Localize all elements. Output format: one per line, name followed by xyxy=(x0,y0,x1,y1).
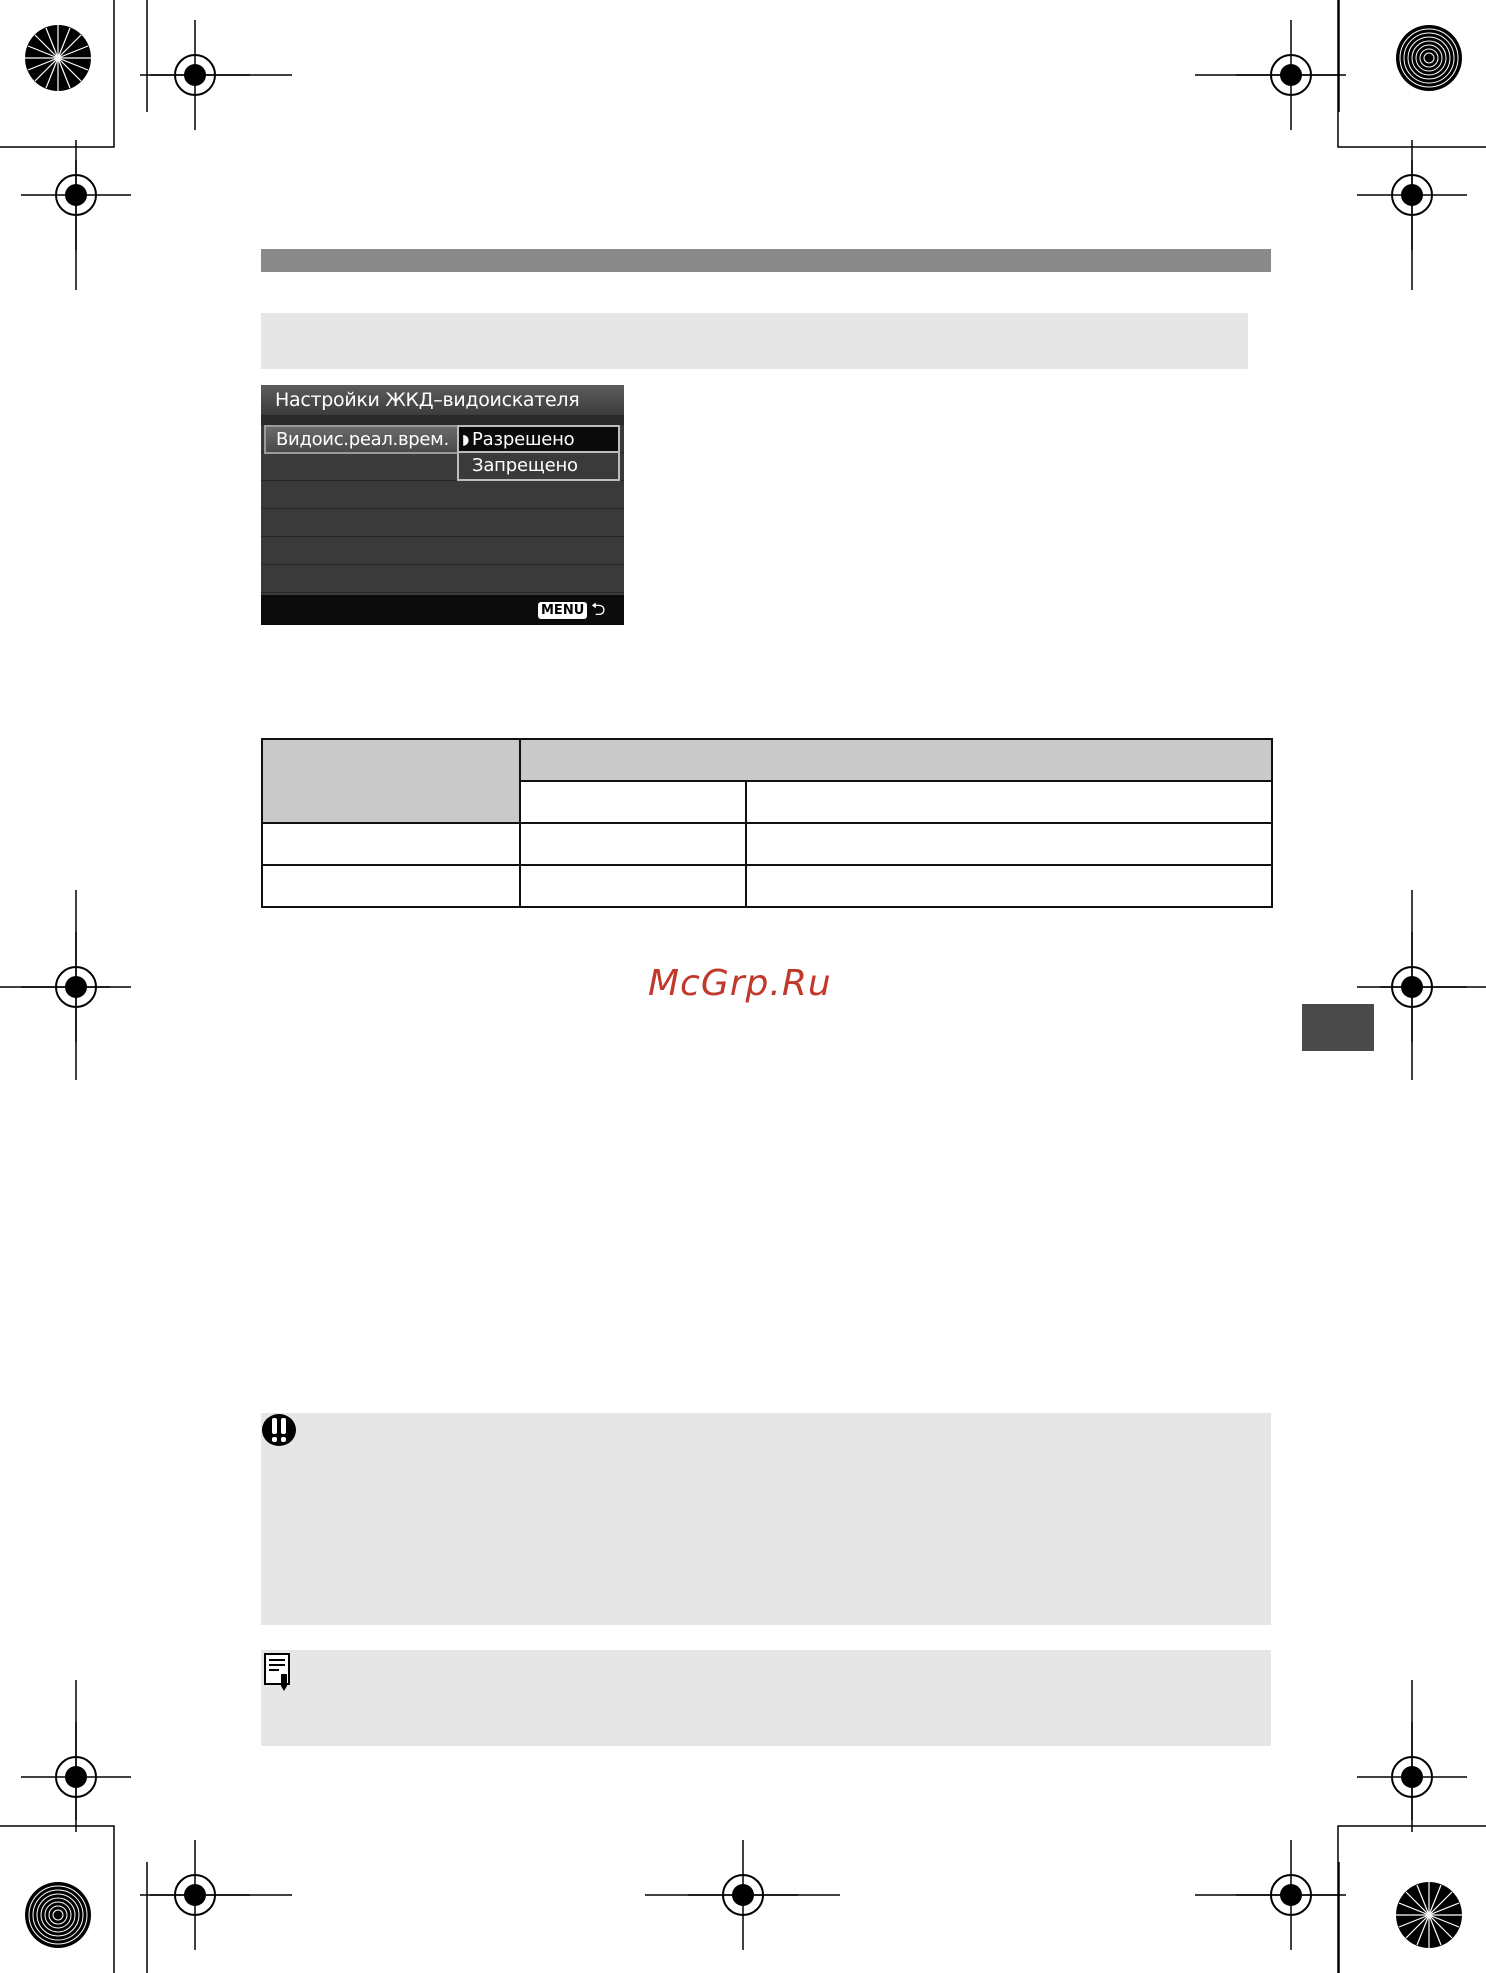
table-cell xyxy=(262,865,520,907)
table-header-cell xyxy=(262,739,520,823)
lcd-row xyxy=(261,537,624,565)
section-title-bar xyxy=(261,249,1271,272)
lcd-title-gap xyxy=(261,415,624,425)
memo-note-box xyxy=(261,1650,1271,1746)
table-row xyxy=(262,823,1272,865)
chapter-side-tab xyxy=(1302,1004,1374,1051)
table-header-cell xyxy=(520,739,1272,781)
return-arrow-icon: ⮌ xyxy=(591,599,606,620)
table-cell xyxy=(520,823,746,865)
table-subheader-cell xyxy=(520,781,746,823)
table-subheader-cell xyxy=(746,781,1272,823)
watermark-text: McGrp.Ru xyxy=(648,963,832,1004)
lcd-option-enabled[interactable] xyxy=(457,425,620,453)
selection-marker-icon: ◗ xyxy=(462,432,470,448)
lcd-menu-title: Настройки ЖКД–видоискателя xyxy=(261,385,624,415)
table-cell xyxy=(520,865,746,907)
lcd-option-label: Разрешено xyxy=(472,429,575,450)
caution-note-box xyxy=(261,1413,1271,1625)
table-cell xyxy=(746,865,1272,907)
camera-lcd-menu xyxy=(261,385,624,625)
table-cell xyxy=(746,823,1272,865)
memo-icon xyxy=(261,1652,295,1692)
table-row xyxy=(262,865,1272,907)
lcd-row xyxy=(261,565,624,593)
lcd-menu-item-live-view[interactable]: Видоис.реал.врем. xyxy=(264,425,459,454)
settings-table xyxy=(261,738,1271,914)
subheading-band xyxy=(261,313,1248,369)
menu-button-icon: MENU xyxy=(538,602,587,619)
lcd-row xyxy=(261,481,624,509)
lcd-row xyxy=(261,509,624,537)
caution-icon xyxy=(261,1413,297,1447)
lcd-footer xyxy=(261,595,624,625)
table-cell xyxy=(262,823,520,865)
lcd-option-disabled[interactable] xyxy=(457,453,620,481)
lcd-option-label: Запрещено xyxy=(472,455,578,476)
